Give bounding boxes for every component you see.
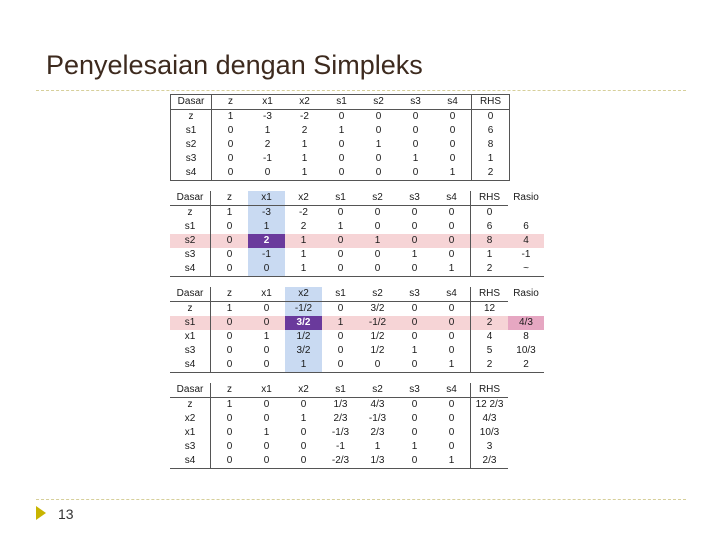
table-row xyxy=(170,248,544,262)
table-cell: -1/2 xyxy=(359,316,396,330)
column-header: s3 xyxy=(396,287,433,302)
table-cell: 0 xyxy=(396,234,433,248)
table-cell: 4/3 xyxy=(370,399,385,410)
table-cell: 3/2 xyxy=(285,316,322,330)
table-cell: 1 xyxy=(411,441,418,452)
table-row xyxy=(170,262,544,277)
table-cell: 0 xyxy=(300,399,307,410)
table-cell: 0 xyxy=(337,303,344,314)
table-cell: s4 xyxy=(170,454,211,469)
table-cell: 0 xyxy=(322,358,359,373)
table-cell: 0 xyxy=(338,111,345,122)
table-cell: 0 xyxy=(375,125,382,136)
table-cell: 1 xyxy=(263,331,270,342)
table-cell: 0 xyxy=(360,166,397,181)
table-cell: 0 xyxy=(448,345,455,356)
table-cell: 0 xyxy=(337,345,344,356)
table-cell: s4 xyxy=(171,166,212,181)
table-cell: 1 xyxy=(263,427,270,438)
column-header: x2 xyxy=(285,191,322,206)
column-header: s3 xyxy=(397,95,434,110)
table-cell: s4 xyxy=(170,358,211,373)
table-cell: 1 xyxy=(226,303,233,314)
table-cell: 0 xyxy=(248,358,285,373)
column-header: RHS xyxy=(472,95,510,110)
title-divider xyxy=(36,90,686,91)
table-cell: 0 xyxy=(449,139,456,150)
table-cell: 0 xyxy=(471,206,509,221)
table-row xyxy=(170,440,508,454)
column-header: s1 xyxy=(323,95,360,110)
table-cell: 0 xyxy=(226,427,233,438)
table-cell: 0 xyxy=(226,345,233,356)
table-row xyxy=(170,330,544,344)
table-cell: 0 xyxy=(337,207,344,218)
table-cell: 0 xyxy=(338,139,345,150)
table-cell: 0 xyxy=(263,303,270,314)
ratio-cell: 8 xyxy=(523,331,529,342)
table-cell: 0 xyxy=(448,413,455,424)
table-cell: -2 xyxy=(299,207,308,218)
table-cell: 0 xyxy=(322,234,359,248)
ratio-cell: 4/3 xyxy=(508,316,544,330)
table-cell: 0 xyxy=(263,441,270,452)
table-cell: 0 xyxy=(227,139,234,150)
ratio-cell xyxy=(508,206,544,221)
table-cell: 1 xyxy=(285,358,322,373)
table-cell: 0 xyxy=(359,358,396,373)
table-cell: 0 xyxy=(337,331,344,342)
table-cell: 1 xyxy=(412,153,419,164)
table-cell: 1 xyxy=(286,166,323,181)
table-cell: 1/2 xyxy=(370,331,385,342)
column-header: Dasar xyxy=(171,95,212,110)
table-cell: 0 xyxy=(448,399,455,410)
table-cell: 2/3 xyxy=(471,454,509,469)
table-cell: 1/2 xyxy=(370,345,385,356)
column-header: s2 xyxy=(359,191,396,206)
table-cell: z xyxy=(170,398,211,413)
table-cell: 0 xyxy=(263,413,270,424)
table-row xyxy=(170,220,544,234)
column-header: s2 xyxy=(359,287,396,302)
table-cell: 0 xyxy=(226,331,233,342)
column-header: z xyxy=(211,191,249,206)
table-cell: 0 xyxy=(248,316,285,330)
column-header: s4 xyxy=(433,287,471,302)
table-cell: s3 xyxy=(171,152,212,166)
table-cell: 2 xyxy=(301,125,308,136)
table-cell: 3/2 xyxy=(285,344,322,358)
table-cell: s2 xyxy=(170,234,211,248)
table-cell: 4 xyxy=(471,330,509,344)
table-cell: 0 xyxy=(433,316,471,330)
table-cell: 1 xyxy=(472,152,510,166)
table-cell: 0 xyxy=(448,331,455,342)
column-header: x1 xyxy=(249,95,286,110)
column-header: x2 xyxy=(285,287,322,302)
column-header: RHS xyxy=(471,287,509,302)
table-cell: 2/3 xyxy=(333,413,348,424)
table-cell: 1 xyxy=(285,262,322,277)
table-cell: 2 xyxy=(248,234,285,248)
table-cell: 0 xyxy=(449,125,456,136)
table-cell: -3 xyxy=(263,111,272,122)
table-cell: 0 xyxy=(375,153,382,164)
table-cell: 1 xyxy=(411,345,418,356)
table-row xyxy=(170,454,508,469)
table-row xyxy=(170,412,508,426)
table-row xyxy=(170,316,544,330)
ratio-cell: 2 xyxy=(508,358,544,373)
table-cell: 10/3 xyxy=(471,426,509,440)
table-cell: 1/3 xyxy=(359,454,396,469)
simplex-tableau-4 xyxy=(170,383,508,469)
table-cell: 2 xyxy=(264,139,271,150)
table-cell: 0 xyxy=(472,110,510,125)
table-cell: 2 xyxy=(471,316,509,330)
table-cell: 0 xyxy=(433,234,471,248)
table-cell: 1 xyxy=(411,249,418,260)
column-header: s4 xyxy=(433,191,471,206)
table-cell: 0 xyxy=(449,111,456,122)
table-cell: 1 xyxy=(433,454,471,469)
table-cell: 1 xyxy=(300,249,307,260)
table-cell: -1 xyxy=(263,153,272,164)
table-cell: 2 xyxy=(300,221,307,232)
table-cell: 0 xyxy=(396,454,433,469)
table-cell: 0 xyxy=(374,207,381,218)
column-header: s2 xyxy=(360,95,397,110)
table-cell: x1 xyxy=(170,426,211,440)
ratio-cell: ~ xyxy=(508,262,544,277)
table-cell: 0 xyxy=(412,125,419,136)
table-cell: 0 xyxy=(448,427,455,438)
table-cell: 0 xyxy=(411,221,418,232)
table-row xyxy=(170,206,544,221)
column-header: s1 xyxy=(322,191,359,206)
table-cell: 1 xyxy=(338,125,345,136)
table-cell: s4 xyxy=(170,262,211,277)
ratio-cell: -1 xyxy=(521,249,531,260)
table-row xyxy=(170,234,544,248)
table-cell: 0 xyxy=(227,125,234,136)
table-cell: 2 xyxy=(471,358,509,373)
column-header: x1 xyxy=(248,383,285,398)
table-cell: 0 xyxy=(411,303,418,314)
table-cell: 1 xyxy=(226,399,233,410)
table-cell: 0 xyxy=(300,427,307,438)
table-cell: 0 xyxy=(226,413,233,424)
column-header: Dasar xyxy=(170,287,211,302)
table-cell: 1 xyxy=(301,153,308,164)
table-cell: s1 xyxy=(171,124,212,138)
table-cell: 1 xyxy=(301,139,308,150)
table-cell: 0 xyxy=(226,441,233,452)
table-cell: 0 xyxy=(263,345,270,356)
ratio-cell: 6 xyxy=(523,221,529,232)
table-row xyxy=(170,358,544,373)
table-cell: 0 xyxy=(396,262,433,277)
table-cell: s1 xyxy=(170,220,211,234)
table-cell: 0 xyxy=(411,413,418,424)
table-cell: 2 xyxy=(472,166,510,181)
table-cell: 0 xyxy=(411,207,418,218)
table-cell: 0 xyxy=(412,139,419,150)
table-cell: 0 xyxy=(211,454,249,469)
table-cell: 1 xyxy=(337,221,344,232)
table-cell: s2 xyxy=(171,138,212,152)
simplex-tables xyxy=(170,94,544,479)
table-cell: x2 xyxy=(170,412,211,426)
table-cell: s3 xyxy=(170,248,211,262)
table-cell: s3 xyxy=(170,440,211,454)
table-cell: 3/2 xyxy=(370,303,385,314)
table-cell: 0 xyxy=(374,249,381,260)
table-cell: 0 xyxy=(396,358,433,373)
table-cell: 1/2 xyxy=(285,330,322,344)
table-cell: 0 xyxy=(359,262,396,277)
table-cell: 1 xyxy=(322,316,359,330)
table-cell: s1 xyxy=(170,316,211,330)
table-cell: 0 xyxy=(374,221,381,232)
column-header: z xyxy=(212,95,250,110)
footer-divider xyxy=(36,499,686,500)
table-cell: z xyxy=(171,110,212,125)
slide-title: Penyelesaian dengan Simpleks xyxy=(46,50,423,80)
table-cell: 0 xyxy=(448,303,455,314)
table-cell: 0 xyxy=(448,249,455,260)
table-cell: 0 xyxy=(338,153,345,164)
table-cell: 5 xyxy=(471,344,509,358)
column-header: x1 xyxy=(248,287,285,302)
table-cell: -1/2 xyxy=(285,302,322,317)
table-cell: 2/3 xyxy=(370,427,385,438)
table-row xyxy=(171,110,510,125)
table-cell: z xyxy=(170,302,211,317)
table-cell: 1 xyxy=(374,441,381,452)
table-row xyxy=(170,398,508,413)
column-header: s1 xyxy=(322,383,359,398)
table-cell: -1 xyxy=(336,441,345,452)
column-header: s3 xyxy=(396,191,433,206)
simplex-tableau-1 xyxy=(170,94,510,181)
table-cell: 0 xyxy=(411,399,418,410)
slide-number: 13 xyxy=(58,506,74,522)
table-cell: -1/3 xyxy=(331,427,350,438)
table-cell: 0 xyxy=(285,454,322,469)
table-cell: -3 xyxy=(248,206,285,221)
column-header: s4 xyxy=(433,383,471,398)
table-cell: 0 xyxy=(263,399,270,410)
table-cell: -1/3 xyxy=(368,413,387,424)
table-cell: 0 xyxy=(211,262,249,277)
table-cell: 0 xyxy=(448,221,455,232)
table-cell: 4/3 xyxy=(471,412,509,426)
table-cell: 8 xyxy=(471,234,509,248)
table-cell: 0 xyxy=(212,166,250,181)
column-header: s4 xyxy=(434,95,472,110)
table-cell: 0 xyxy=(337,249,344,260)
table-row xyxy=(171,152,510,166)
table-cell: 1 xyxy=(433,262,471,277)
table-cell: 0 xyxy=(249,166,286,181)
ratio-cell: 10/3 xyxy=(516,345,536,356)
table-cell: -2/3 xyxy=(322,454,359,469)
column-header: z xyxy=(211,287,249,302)
footer-arrow-icon xyxy=(36,506,46,520)
column-header: x2 xyxy=(285,383,322,398)
table-cell: 2 xyxy=(471,262,509,277)
ratio-header: Rasio xyxy=(513,288,539,300)
table-cell: 0 xyxy=(375,111,382,122)
column-header: x2 xyxy=(286,95,323,110)
table-cell: 0 xyxy=(211,358,249,373)
table-row xyxy=(171,138,510,152)
table-cell: 1 xyxy=(264,125,271,136)
table-cell: 0 xyxy=(248,262,285,277)
table-cell: 1 xyxy=(433,358,471,373)
table-cell: 1 xyxy=(471,248,509,262)
table-cell: 3 xyxy=(471,440,509,454)
simplex-tableau-3 xyxy=(170,287,544,373)
table-cell: 12 2/3 xyxy=(471,398,509,413)
column-header: x1 xyxy=(248,191,285,206)
column-header: Dasar xyxy=(170,383,211,398)
simplex-tableau-2 xyxy=(170,191,544,277)
table-row xyxy=(171,166,510,181)
table-cell: -2 xyxy=(300,111,309,122)
table-row xyxy=(170,344,544,358)
table-cell: 0 xyxy=(322,262,359,277)
table-cell: 1 xyxy=(285,234,322,248)
table-cell: 1 xyxy=(227,111,234,122)
table-cell: 0 xyxy=(248,454,285,469)
table-cell: 0 xyxy=(211,316,249,330)
table-cell: 0 xyxy=(300,441,307,452)
ratio-cell xyxy=(508,302,544,317)
column-header: Dasar xyxy=(170,191,211,206)
table-row xyxy=(170,426,508,440)
column-header: RHS xyxy=(471,383,509,398)
table-cell: 0 xyxy=(397,166,434,181)
table-cell: 0 xyxy=(411,331,418,342)
ratio-header: Rasio xyxy=(513,192,539,204)
column-header: z xyxy=(211,383,249,398)
table-cell: 0 xyxy=(211,234,249,248)
table-cell: 0 xyxy=(412,111,419,122)
table-cell: 1 xyxy=(375,139,382,150)
table-cell: x1 xyxy=(170,330,211,344)
table-cell: 1 xyxy=(226,207,233,218)
table-cell: 6 xyxy=(472,124,510,138)
table-cell: 12 xyxy=(471,302,509,317)
table-cell: 0 xyxy=(226,221,233,232)
table-cell: 1 xyxy=(434,166,472,181)
table-cell: 0 xyxy=(323,166,360,181)
table-cell: 8 xyxy=(472,138,510,152)
ratio-cell: 4 xyxy=(508,234,544,248)
table-cell: 1 xyxy=(359,234,396,248)
table-cell: -1 xyxy=(248,248,285,262)
column-header: s3 xyxy=(396,383,433,398)
table-cell: 1/3 xyxy=(333,399,348,410)
table-row xyxy=(171,124,510,138)
table-cell: 0 xyxy=(411,427,418,438)
table-cell: 1 xyxy=(300,413,307,424)
table-cell: 0 xyxy=(448,441,455,452)
table-cell: 0 xyxy=(227,153,234,164)
table-cell: 0 xyxy=(449,153,456,164)
table-cell: 1 xyxy=(248,220,285,234)
table-row xyxy=(170,302,544,317)
table-cell: 0 xyxy=(226,249,233,260)
table-cell: 6 xyxy=(471,220,509,234)
table-cell: z xyxy=(170,206,211,221)
table-cell: 0 xyxy=(448,207,455,218)
table-cell: s3 xyxy=(170,344,211,358)
table-cell: 0 xyxy=(396,316,433,330)
column-header: s2 xyxy=(359,383,396,398)
column-header: RHS xyxy=(471,191,509,206)
column-header: s1 xyxy=(322,287,359,302)
